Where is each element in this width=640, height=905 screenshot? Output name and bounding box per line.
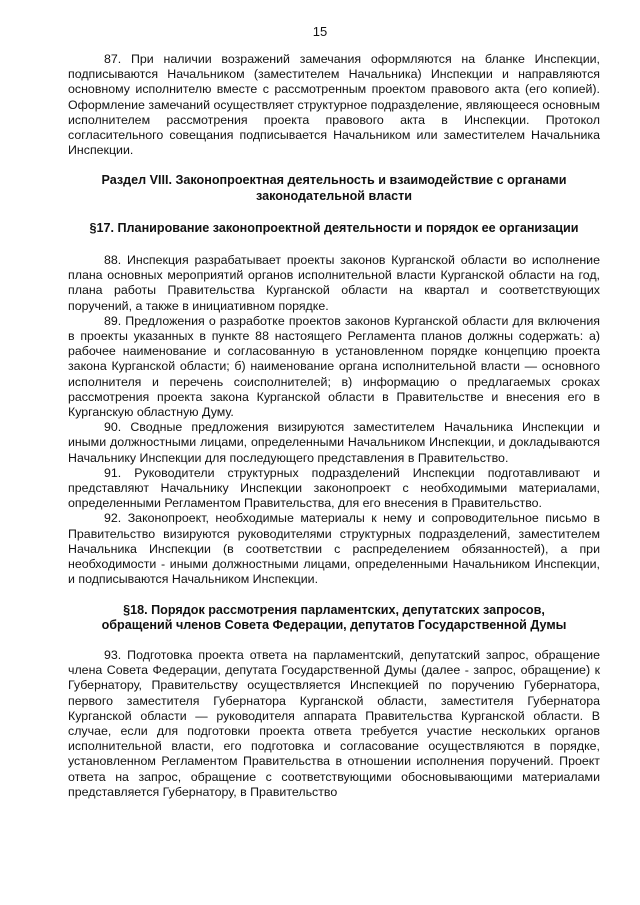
section-8-heading-line-1: Раздел VIII. Законопроектная деятельность и взаимодействие с органами: [101, 173, 567, 188]
paragraph-17-heading-line-1: §17. Планирование законопроектной деятельности и порядок ее организации: [89, 220, 579, 235]
page-number: 15: [312, 24, 328, 39]
paragraph-17-heading: [68, 221, 600, 236]
paragraph-18-heading-line-2: обращений членов Совета Федерации, депутатов Государственной Думы: [101, 617, 567, 632]
paragraph-92: 92. Законопроект, необходимые материалы к нему и сопроводительное письмо в Правительство визируются руководителями структурных подразделений, заместителем Начальника Инспекции (в соответствии с распределением обязанностей), а при необходимости - иными должностными лицами, определенными Начальником Инспекции, и подписываются Начальником Инспекции.: [68, 511, 600, 587]
paragraph-18-heading: [68, 603, 600, 633]
paragraph-88: 88. Инспекция разрабатывает проекты законов Курганской области во исполнение плана основных мероприятий органов исполнительной власти Курганской области на год, плана работы Правительства Курганской области на квартал и соответствующих поручений, а также в инициативном порядке.: [68, 253, 600, 313]
section-8-heading: [68, 173, 600, 203]
section-8-heading-line-2: законодательной власти: [255, 188, 412, 203]
paragraph-87: 87. При наличии возражений замечания оформляются на бланке Инспекции, подписываются Начальником (заместителем Начальника) Инспекции и направляются основному исполнителю вместе с рассмотренным проектом правового акта (его копией). Оформление замечаний осуществляет структурное подразделение, являющееся основным исполнителем рассмотрения проекта правового акта в Инспекции. Протокол согласительного совещания подписывается Начальником или заместителем Начальника Инспекции.: [68, 52, 600, 158]
paragraph-18-heading-line-1: §18. Порядок рассмотрения парламентских, депутатских запросов,: [123, 602, 545, 617]
paragraph-89: 89. Предложения о разработке проектов законов Курганской области для включения в проекты указанных в пункте 88 настоящего Регламента планов должны содержать: а) рабочее наименование и согласованную в установленном порядке концепцию проекта закона Курганской области; б) наименование органа исполнительной власти — основного исполнителя и перечень соисполнителей; в) информацию о предлагаемых сроках рассмотрения проекта закона Курганской области в Правительстве и внесения его в Курганскую областную Думу.: [68, 313, 600, 420]
paragraph-93: 93. Подготовка проекта ответа на парламентский, депутатский запрос, обращение члена Совета Федерации, депутата Государственной Думы (далее - запрос, обращение) к Губернатору, Правительству осуществляется Инспекцией по поручению Губернатора, первого заместителя Губернатора Курганской области, заместителя Губернатора Курганской области — руководителя аппарата Правительства Курганской области. В случае, если для подготовки проекта ответа требуется участие нескольких органов исполнительной власти, его подготовка и согласование осуществляются в порядке, установленном Регламентом Правительства в отношении исполнения поручений. Проект ответа на запрос, обращение с соответствующими обосновывающими материалами представляется Губернатору, в Правительство: [68, 647, 600, 799]
paragraph-90: 90. Сводные предложения визируются заместителем Начальника Инспекции и иными должностными лицами, определенными Начальником Инспекции, и докладываются Начальнику Инспекции для последующего представления в Правительство.: [68, 420, 600, 465]
paragraph-91: 91. Руководители структурных подразделений Инспекции подготавливают и представляют Начальнику Инспекции законопроект с необходимыми материалами, определенными Регламентом Правительства, для его внесения в Правительство.: [68, 465, 600, 511]
document-body: [68, 52, 600, 800]
